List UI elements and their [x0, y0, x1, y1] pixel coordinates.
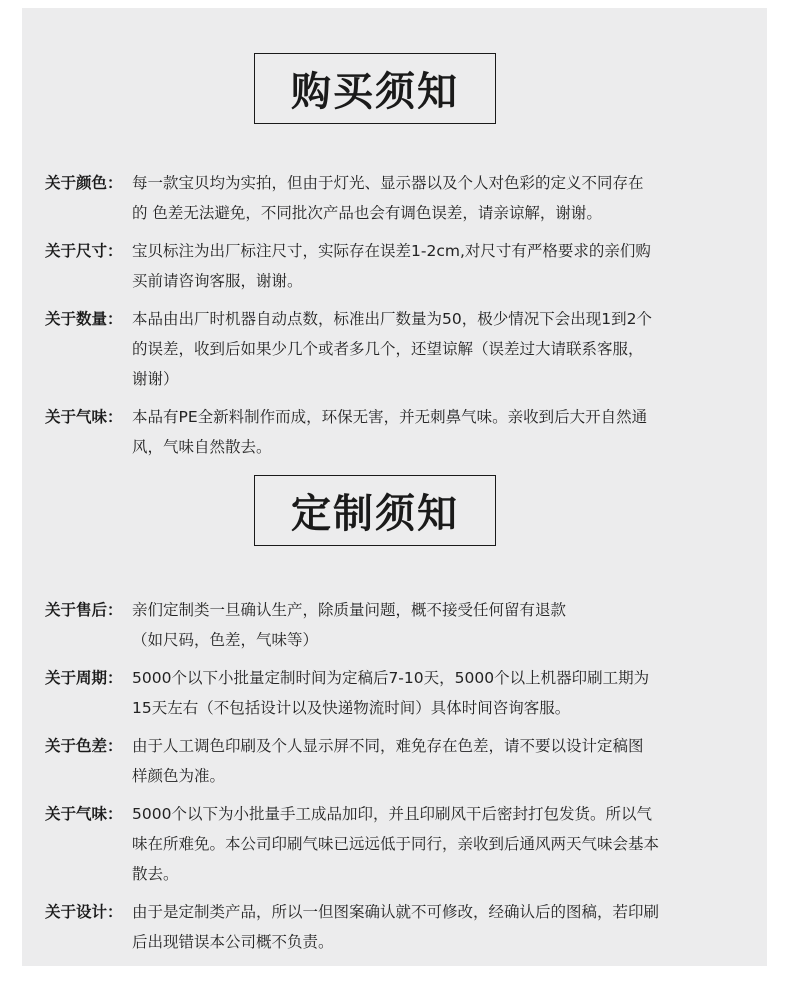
purchase-notice-title-box [254, 53, 496, 124]
notice-item-line: 谢谢） [132, 370, 179, 388]
notice-item-text [132, 168, 745, 228]
custom-notice-title: 定制须知 [291, 491, 459, 537]
notice-item-label: 关于色差： [45, 737, 123, 755]
notice-item-label: 关于售后： [45, 601, 123, 619]
notice-item-line: 由于是定制类产品，所以一但图案确认就不可修改，经确认后的图稿，若印刷 [132, 903, 660, 921]
notice-item [45, 402, 745, 462]
notice-item-text [132, 799, 745, 889]
notice-item-line: 的误差，收到后如果少几个或者多几个，还望谅解（误差过大请联系客服， [132, 340, 644, 358]
notice-item-line: 每一款宝贝均为实拍，但由于灯光、显示器以及个人对色彩的定义不同存在 [132, 174, 644, 192]
notice-item-line: 由于人工调色印刷及个人显示屏不同，难免存在色差，请不要以设计定稿图 [132, 737, 644, 755]
notice-item-text [132, 663, 745, 723]
notice-item-line: 风，气味自然散去。 [132, 438, 272, 456]
notice-item [45, 897, 745, 957]
purchase-notice-section [45, 168, 745, 470]
notice-item-line: （如尺码，色差，气味等） [132, 631, 319, 649]
notice-item-label: 关于气味： [45, 408, 123, 426]
notice-item [45, 595, 745, 655]
custom-notice-section [45, 595, 745, 965]
notice-item-line: 本品有PE全新料制作而成，环保无害，并无刺鼻气味。亲收到后大开自然通 [132, 408, 648, 426]
notice-item-label: 关于周期： [45, 669, 123, 687]
notice-item-text [132, 402, 745, 462]
notice-item-line: 味在所难免。本公司印刷气味已远远低于同行，亲收到后通风两天气味会基本 [132, 835, 660, 853]
notice-item-label: 关于数量： [45, 310, 123, 328]
notice-item-text [132, 595, 745, 655]
notice-item-line: 后出现错误本公司概不负责。 [132, 933, 334, 951]
purchase-notice-title: 购买须知 [291, 69, 459, 115]
notice-item-text [132, 731, 745, 791]
notice-panel [22, 8, 767, 966]
notice-item-line: 亲们定制类一旦确认生产，除质量问题，概不接受任何留有退款 [132, 601, 567, 619]
notice-item [45, 663, 745, 723]
notice-item [45, 799, 745, 889]
notice-item-label: 关于设计： [45, 903, 123, 921]
notice-item [45, 236, 745, 296]
notice-item-line: 本品由出厂时机器自动点数，标准出厂数量为50，极少情况下会出现1到2个 [132, 310, 652, 328]
notice-item-line: 散去。 [132, 865, 179, 883]
notice-item [45, 168, 745, 228]
notice-item-line: 的 色差无法避免，不同批次产品也会有调色误差，请亲谅解，谢谢。 [132, 204, 602, 222]
notice-item-label: 关于颜色： [45, 174, 123, 192]
notice-item [45, 731, 745, 791]
notice-item-line: 样颜色为准。 [132, 767, 226, 785]
notice-item-text [132, 304, 745, 394]
custom-notice-title-box [254, 475, 496, 546]
notice-item-line: 买前请咨询客服，谢谢。 [132, 272, 303, 290]
notice-item-label: 关于尺寸： [45, 242, 123, 260]
notice-item [45, 304, 745, 394]
notice-item-text [132, 236, 745, 296]
notice-item-line: 5000个以下为小批量手工成品加印，并且印刷风干后密封打包发货。所以气 [132, 805, 652, 823]
notice-item-line: 15天左右（不包括设计以及快递物流时间）具体时间咨询客服。 [132, 699, 571, 717]
notice-item-label: 关于气味： [45, 805, 123, 823]
notice-item-text [132, 897, 745, 957]
notice-item-line: 宝贝标注为出厂标注尺寸，实际存在误差1-2cm,对尺寸有严格要求的亲们购 [132, 242, 651, 260]
notice-item-line: 5000个以下小批量定制时间为定稿后7-10天，5000个以上机器印刷工期为 [132, 669, 650, 687]
